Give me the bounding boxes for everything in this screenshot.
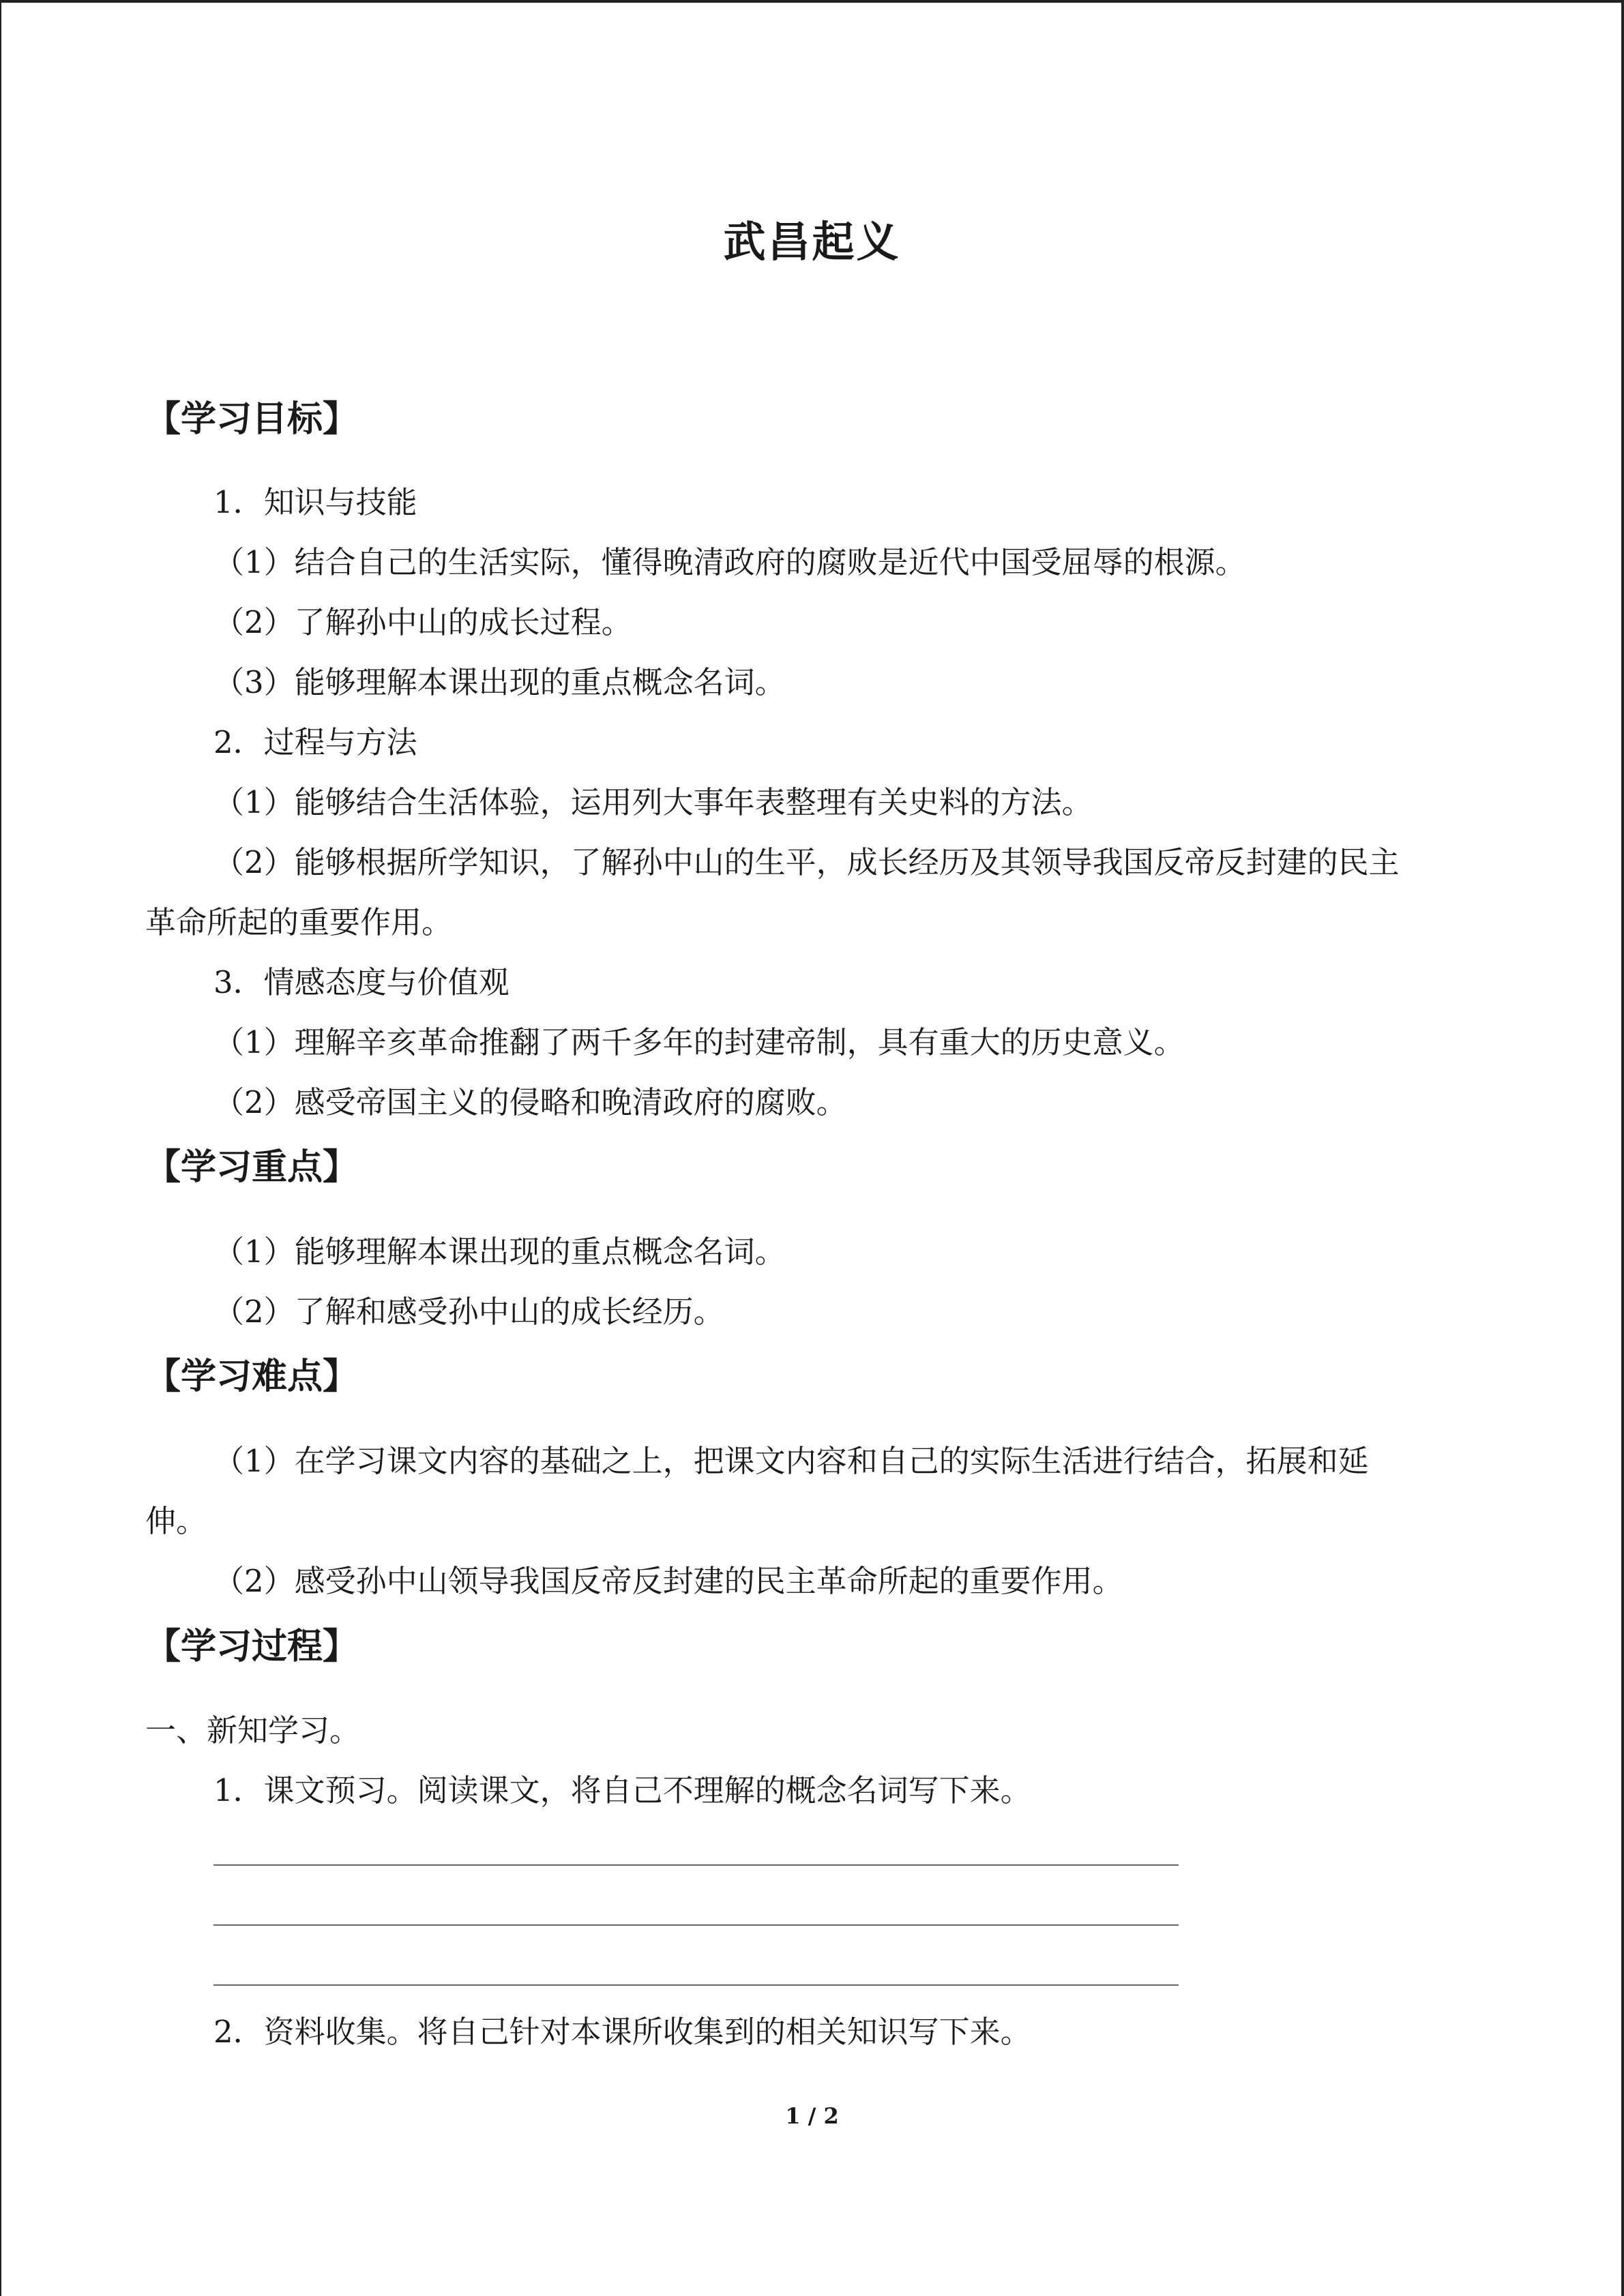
process-line: 2．资料收集。将自己针对本课所收集到的相关知识写下来。: [213, 2014, 1031, 2050]
objective-line: （2）感受帝国主义的侵略和晚清政府的腐败。: [213, 1084, 847, 1120]
objective-line: 3．情感态度与价值观: [213, 964, 510, 1000]
key-point-line: （1）能够理解本课出现的重点概念名词。: [213, 1234, 786, 1270]
process-line: 一、新知学习。: [145, 1712, 361, 1748]
objective-line: 1．知识与技能: [213, 484, 417, 520]
section-heading-key-points: 【学习重点】: [145, 1147, 359, 1188]
objective-line: （1）结合自己的生活实际，懂得晚清政府的腐败是近代中国受屈辱的根源。: [213, 544, 1246, 580]
objective-line: （2）能够根据所学知识，了解孙中山的生平，成长经历及其领导我国反帝反封建的民主: [213, 844, 1400, 880]
process-line: 1．课文预习。阅读课文，将自己不理解的概念名词写下来。: [213, 1772, 1031, 1808]
difficulty-line: （2）感受孙中山领导我国反帝反封建的民主革命所起的重要作用。: [213, 1563, 1123, 1599]
objective-line: 2．过程与方法: [213, 724, 417, 760]
objective-line: （2）了解孙中山的成长过程。: [213, 604, 632, 640]
objective-line: 革命所起的重要作用。: [145, 904, 453, 940]
objective-line: （3）能够理解本课出现的重点概念名词。: [213, 664, 786, 700]
answer-blank-line[interactable]: [213, 1924, 1179, 1926]
answer-blank-line[interactable]: [213, 1864, 1179, 1866]
difficulty-line: （1）在学习课文内容的基础之上，把课文内容和自己的实际生活进行结合，拓展和延: [213, 1443, 1369, 1479]
objective-line: （1）理解辛亥革命推翻了两千多年的封建帝制，具有重大的历史意义。: [213, 1024, 1185, 1060]
document-title: 武昌起义: [723, 217, 901, 267]
answer-blank-line[interactable]: [213, 1984, 1179, 1986]
page-number: 1 / 2: [785, 2103, 839, 2129]
section-heading-difficulties: 【学习难点】: [145, 1356, 359, 1397]
section-heading-objectives: 【学习目标】: [145, 399, 359, 440]
objective-line: （1）能够结合生活体验，运用列大事年表整理有关史料的方法。: [213, 784, 1093, 820]
difficulty-line: 伸。: [145, 1503, 207, 1539]
section-heading-process: 【学习过程】: [145, 1626, 359, 1667]
key-point-line: （2）了解和感受孙中山的成长经历。: [213, 1294, 724, 1330]
